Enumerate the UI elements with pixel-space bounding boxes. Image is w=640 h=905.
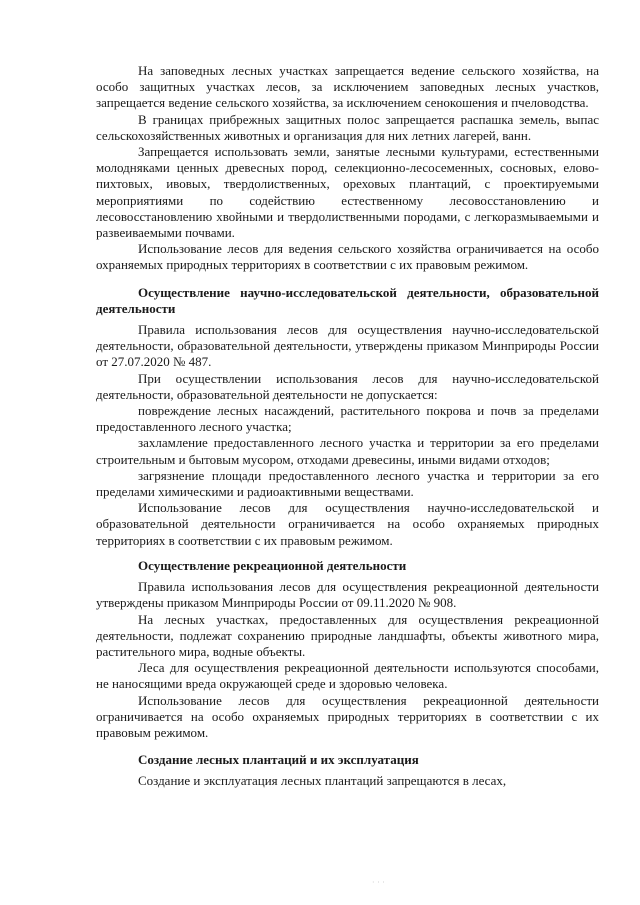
paragraph: Запрещается использовать земли, занятые лесными культурами, естественными молодняками ценных древесных пород, селекционно-лесосеменных, сосновых, елово-пихтовых, ивовых, твердолиственных, ореховых плантаций, с проектируемыми мероприятиями по содействию естественному лесовосстановлению и лесовосстановлению хвойными и твердолиственными породами, с легкоразмываемыми и развеиваемыми почвами.: [96, 144, 599, 241]
paragraph: В границах прибрежных защитных полос запрещается распашка земель, выпас сельскохозяйственных животных и организация для них летних лагерей, ванн.: [96, 111, 599, 143]
section-heading-research: Осуществление научно-исследовательской деятельности, образовательной деятельности: [96, 284, 599, 316]
list-item: захламление предоставленного лесного участка и территории за его пределами строительным и бытовым мусором, отходами древесины, иными видами отходов;: [96, 435, 599, 467]
paragraph: Леса для осуществления рекреационной деятельности используются способами, не наносящими вреда окружающей среде и здоровью человека.: [96, 660, 599, 692]
section-heading-recreation: Осуществление рекреационной деятельности: [138, 557, 407, 573]
paragraph: На заповедных лесных участках запрещается ведение сельского хозяйства, на особо защитных участках лесов, за исключением заповедных лесных участков, запрещается ведение сельского хозяйства, за исключением сенокошения и пчеловодства.: [96, 63, 599, 111]
paragraph: Создание и эксплуатация лесных плантаций запрещаются в лесах,: [138, 773, 507, 789]
paragraph: Правила использования лесов для осуществления научно-исследовательской деятельности, образовательной деятельности, утверждены приказом Минприроды России от 27.07.2020 № 487.: [96, 322, 599, 370]
page-number-mark: · · ·: [372, 878, 385, 887]
list-item: загрязнение площади предоставленного лесного участка и территории за его пределами химическими и радиоактивными веществами.: [96, 467, 599, 500]
paragraph: Использование лесов для осуществления научно-исследовательской и образовательной деятельности ограничивается на особо охраняемых природных территориях в соответствии с их правовым режимом.: [96, 500, 599, 548]
list-item: повреждение лесных насаждений, растительного покрова и почв за пределами предоставленного лесного участка;: [96, 403, 599, 435]
paragraph: На лесных участках, предоставленных для осуществления рекреационной деятельности, подлежат сохранению природные ландшафты, объекты животного мира, растительного мира, водные объекты.: [96, 611, 599, 659]
paragraph: Использование лесов для осуществления рекреационной деятельности ограничивается на особо охраняемых природных территориях в соответствии с их правовым режимом.: [96, 692, 599, 740]
paragraph: Использование лесов для ведения сельского хозяйства ограничивается на особо охраняемых природных территориях в соответствии с их правовым режимом.: [96, 241, 599, 273]
paragraph: Правила использования лесов для осуществления рекреационной деятельности утверждены приказом Минприроды России от 09.11.2020 № 908.: [96, 579, 599, 611]
paragraph: При осуществлении использования лесов для научно-исследовательской деятельности, образовательной деятельности не допускается:: [96, 370, 599, 402]
section-heading-plantations: Создание лесных плантаций и их эксплуатация: [138, 752, 419, 768]
document-page: [96, 63, 599, 790]
